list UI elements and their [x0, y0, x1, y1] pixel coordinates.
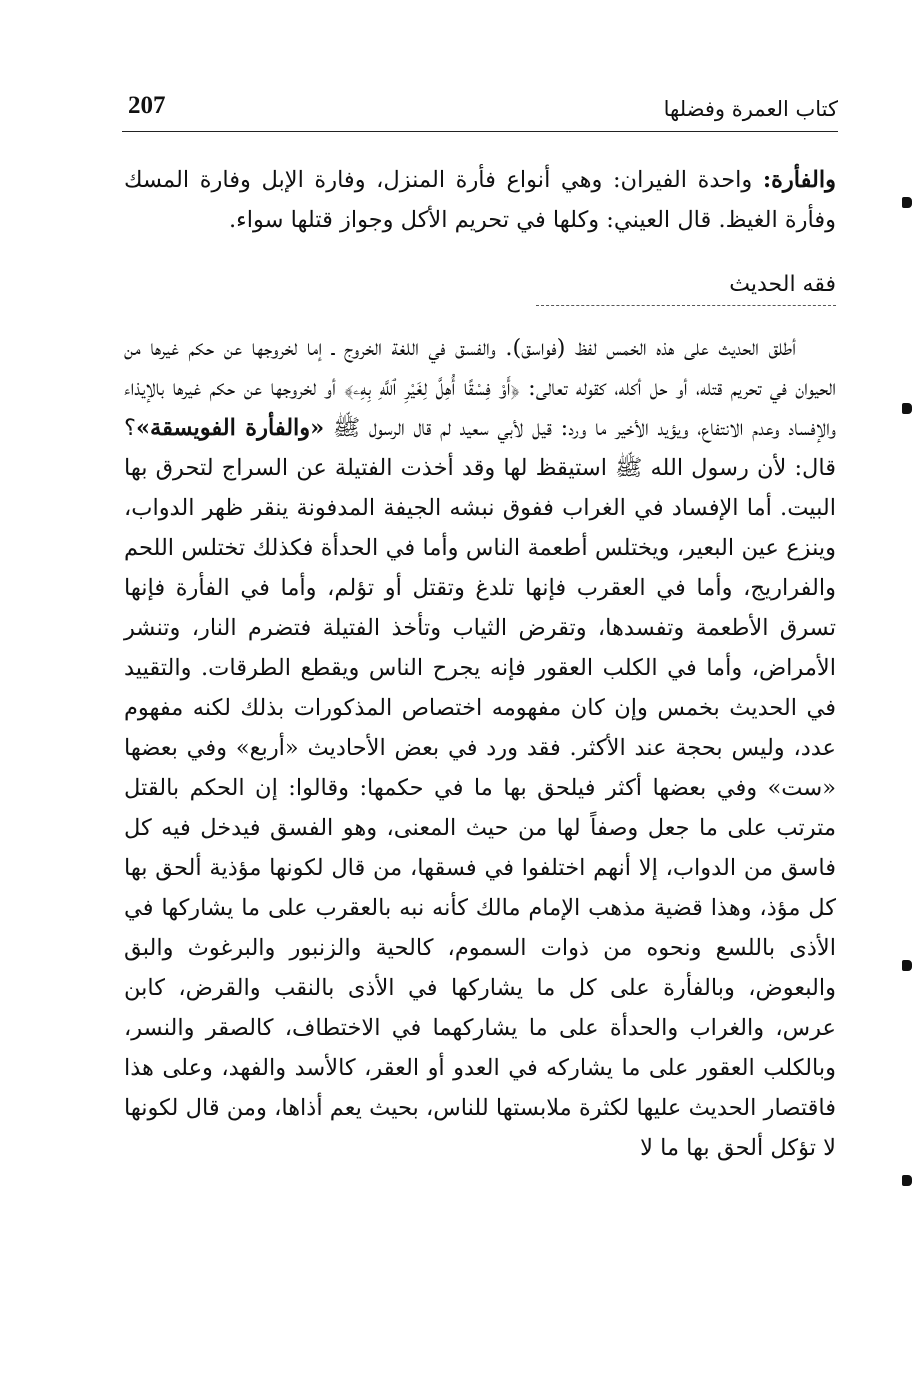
- hadith-quote: «والفأرة الفويسقة»: [135, 415, 325, 441]
- section-heading-rule: [536, 305, 836, 306]
- fiqh-text-part-2: ؟ قال: لأن رسول الله ﷺ استيقظ لها وقد أخذت الفتيلة عن السراج لتحرق بها البيت. أما الإفساد في الغراب ففوق نبشه الجيفة المدفونة ينقر ظهر الدواب، وينزع عين البعير، ويختلس أطعمة الناس وأما في الحدأة فكذلك تختلس اللحم والفراريج، وأما في العقرب فإنها تلدغ وتقتل أو تؤلم، وأما في الفأرة فإنها تسرق الأطعمة وتفسدها، وتقرض الثياب وتأخذ الفتيلة فتضرم النار، وتنشر الأمراض، وأما في الكلب العقور فإنه يجرح الناس ويقطع الطرقات. والتقييد في الحديث بخمس وإن كان مفهومه اختصاص المذكورات بذلك لكنه مفهوم عدد، وليس بحجة عند الأكثر. فقد ورد في بعض الأحاديث «أربع» وفي بعضها «ست» وفي بعضها أكثر فيلحق بها ما في حكمها: وقالوا: إن الحكم بالقتل مترتب على ما جعل وصفاً لها من حيث المعنى، وهو الفسق فيدخل فيه كل فاسق من الدواب، إلا أنهم اختلفوا في فسقها، من قال لكونها مؤذية ألحق بها كل مؤذ، وهذا قضية مذهب الإمام مالك كأنه نبه بالعقرب على ما يشاركها في الأذى باللسع ونحوه من ذوات السموم، كالحية والزنبور والبرغوث والبق والبعوض، وبالفأرة على كل ما يشاركها في الأذى بالنقب والقرض، كابن عرس، والغراب والحدأة على ما يشاركهما في الاختطاف، كالصقر والنسر، وبالكلب العقور على ما يشاركه في العدو أو العقر، كالأسد والفهد، وعلى هذا فاقتصار الحديث عليها لكثرة ملابستها للناس، بحيث يعم أذاها، ومن قال لكونها لا تؤكل ألحق بها ما لا: [124, 415, 836, 1161]
- margin-mark: [902, 1175, 912, 1186]
- fiqh-text-part-1: أطلق الحديث على هذه الخمس لفظ (فواسق). والفسق في اللغة الخروج ـ إما لخروجها عن حكم غيرها من الحيوان في تحريم قتله، أو حل أكله، كقوله تعالى: ﴿أَوْ فِسْقًا أُهِلَّ لِغَيْرِ ٱللَّهِ بِهِۦ﴾ أو لخروجها عن حكم غيرها بالإيذاء والإفساد وعدم الانتفاع، ويؤيد الأخير ما ورد: قيل لأبي سعيد لم قال الرسول ﷺ: [124, 335, 836, 441]
- paragraph-definition: [124, 160, 836, 240]
- defined-term: والفأرة:: [762, 167, 836, 193]
- running-title: كتاب العمرة وفضلها: [663, 97, 838, 121]
- margin-mark: [902, 403, 912, 414]
- header-rule: [122, 131, 838, 132]
- definition-text: واحدة الفيران: وهي أنواع فأرة المنزل، وفارة الإبل وفارة المسك وفأرة الغيظ. قال العيني: وكلها في تحريم الأكل وجواز قتلها سواء.: [124, 167, 836, 233]
- fiqh-paragraph-text: [124, 328, 836, 1168]
- margin-mark: [902, 960, 912, 971]
- margin-mark: [902, 197, 912, 208]
- page-header: [122, 88, 838, 128]
- section-heading: فقه الحديث: [729, 272, 836, 297]
- paragraph-fiqh: [124, 328, 836, 1168]
- page-number: 207: [128, 92, 166, 119]
